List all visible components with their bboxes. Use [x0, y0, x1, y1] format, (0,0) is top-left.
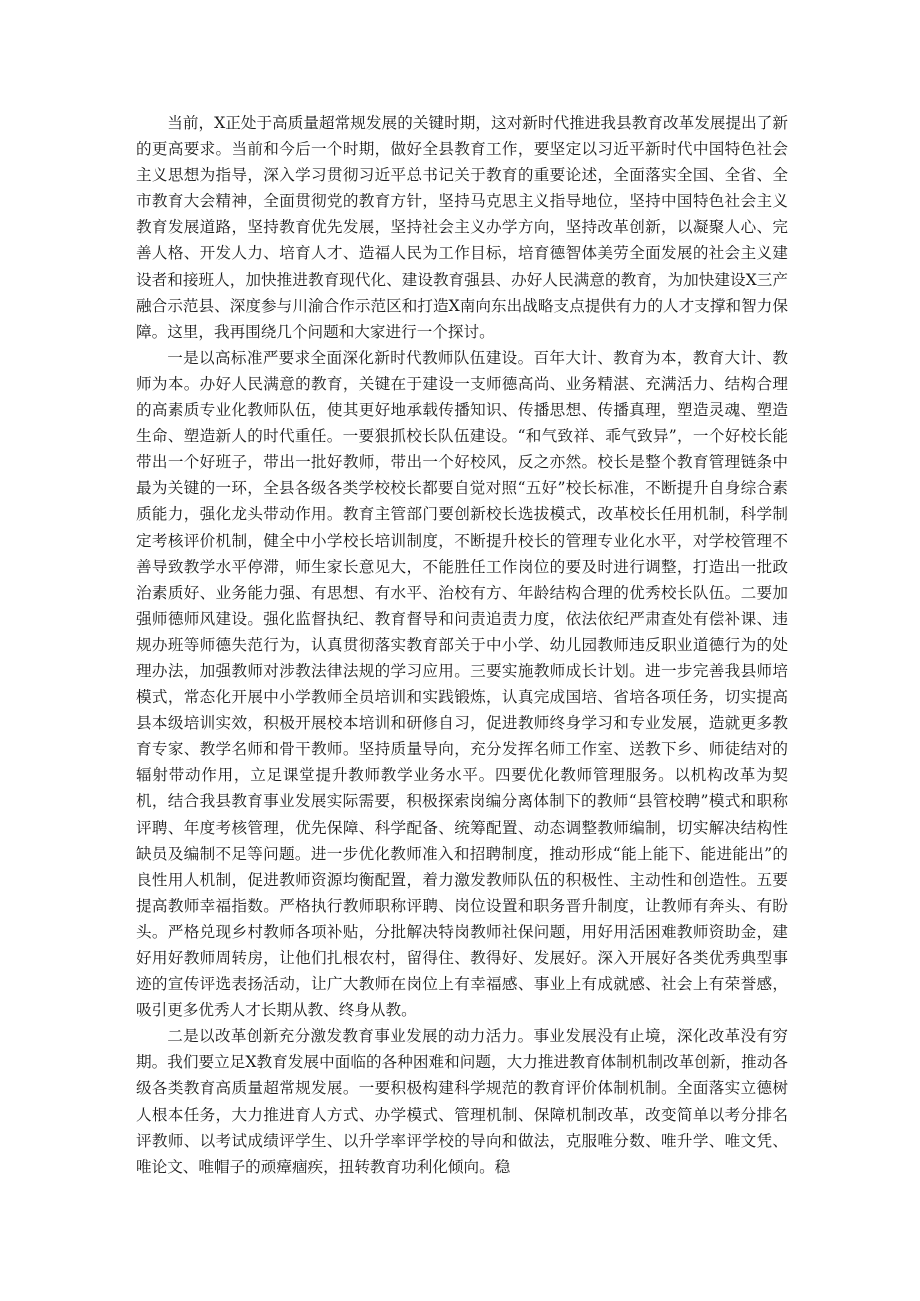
paragraph-intro: 当前，X正处于高质量超常规发展的关键时期，这对新时代推进我县教育改革发展提出了新的更高要求。当前和今后一个时期，做好全县教育工作，要坚定以习近平新时代中国特色社会主义思想为指导，深入学习贯彻习近平总书记关于教育的重要论述，全面落实全国、全省、全市教育大会精神，全面贯彻党的教育方针，坚持马克思主义指导地位，坚持中国特色社会主义教育发展道路，坚持教育优先发展，坚持社会主义办学方向，坚持改革创新，以凝聚人心、完善人格、开发人力、培育人才、造福人民为工作目标，培育德智体美劳全面发展的社会主义建设者和接班人，加快推进教育现代化、建设教育强县、办好人民满意的教育，为加快建设X三产融合示范县、深度参与川渝合作示范区和打造X南向东出战略支点提供有力的人才支撑和智力保障。这里，我再围绕几个问题和大家进行一个探讨。 — [136, 114, 788, 341]
document-body — [136, 110, 788, 1180]
paragraph-reform-innovation: 二是以改革创新充分激发教育事业发展的动力活力。事业发展没有止境，深化改革没有穷期。我们要立足X教育发展中面临的各种困难和问题，大力推进教育体制机制改革创新，推动各级各类教育高质量超常规发展。一要积极构建科学规范的教育评价体制机制。全面落实立德树人根本任务，大力推进育人方式、办学模式、管理机制、保障机制改革，改变简单以考分排名评教师、以考试成绩评学生、以升学率评学校的导向和做法，克服唯分数、唯升学、唯文凭、唯论文、唯帽子的顽瘴痼疾，扭转教育功利化倾向。稳 — [136, 1027, 788, 1176]
paragraph-teacher-team: 一是以高标准严要求全面深化新时代教师队伍建设。百年大计、教育为本，教育大计、教师为本。办好人民满意的教育，关键在于建设一支师德高尚、业务精湛、充满活力、结构合理的高素质专业化教师队伍，使其更好地承载传播知识、传播思想、传播真理，塑造灵魂、塑造生命、塑造新人的时代重任。一要狠抓校长队伍建设。“和气致祥、乖气致异”，一个好校长能带出一个好班子，带出一批好教师，带出一个好校风，反之亦然。校长是整个教育管理链条中最为关键的一环，全县各级各类学校校长都要自觉对照“五好”校长标准，不断提升自身综合素质能力，强化龙头带动作用。教育主管部门要创新校长选拔模式，改革校长任用机制，科学制定考核评价机制，健全中小学校长培训制度，不断提升校长的管理专业化水平，对学校管理不善导致教学水平停滞，师生家长意见大，不能胜任工作岗位的要及时进行调整，打造出一批政治素质好、业务能力强、有思想、有水平、治校有方、年龄结构合理的优秀校长队伍。二要加强师德师风建设。强化监督执纪、教育督导和问责追责力度，依法依纪严肃查处有偿补课、违规办班等师德失范行为，认真贯彻落实教育部关于中小学、幼儿园教师违反职业道德行为的处理办法，加强教师对涉教法律法规的学习应用。三要实施教师成长计划。进一步完善我县师培模式，常态化开展中小学教师全员培训和实践锻炼，认真完成国培、省培各项任务，切实提高县本级培训实效，积极开展校本培训和研修自习，促进教师终身学习和专业发展，造就更多教育专家、教学名师和骨干教师。坚持质量导向，充分发挥名师工作室、送教下乡、师徒结对的辐射带动作用，立足课堂提升教师教学业务水平。四要优化教师管理服务。以机构改革为契机，结合我县教育事业发展实际需要，积极探索岗编分离体制下的教师“县管校聘”模式和职称评聘、年度考核管理，优先保障、科学配备、统筹配置、动态调整教师编制，切实解决结构性缺员及编制不足等问题。进一步优化教师准入和招聘制度，推动形成“能上能下、能进能出”的良性用人机制，促进教师资源均衡配置，着力激发教师队伍的积极性、主动性和创造性。五要提高教师幸福指数。严格执行教师职称评聘、岗位设置和职务晋升制度，让教师有奔头、有盼头。严格兑现乡村教师各项补贴，分批解决特岗教师社保问题，用好用活困难教师资助金，建好用好教师周转房，让他们扎根农村，留得住、教得好、发展好。深入开展好各类优秀典型事迹的宣传评选表扬活动，让广大教师在岗位上有幸福感、事业上有成就感、社会上有荣誉感，吸引更多优秀人才长期从教、终身从教。 — [136, 348, 788, 1020]
